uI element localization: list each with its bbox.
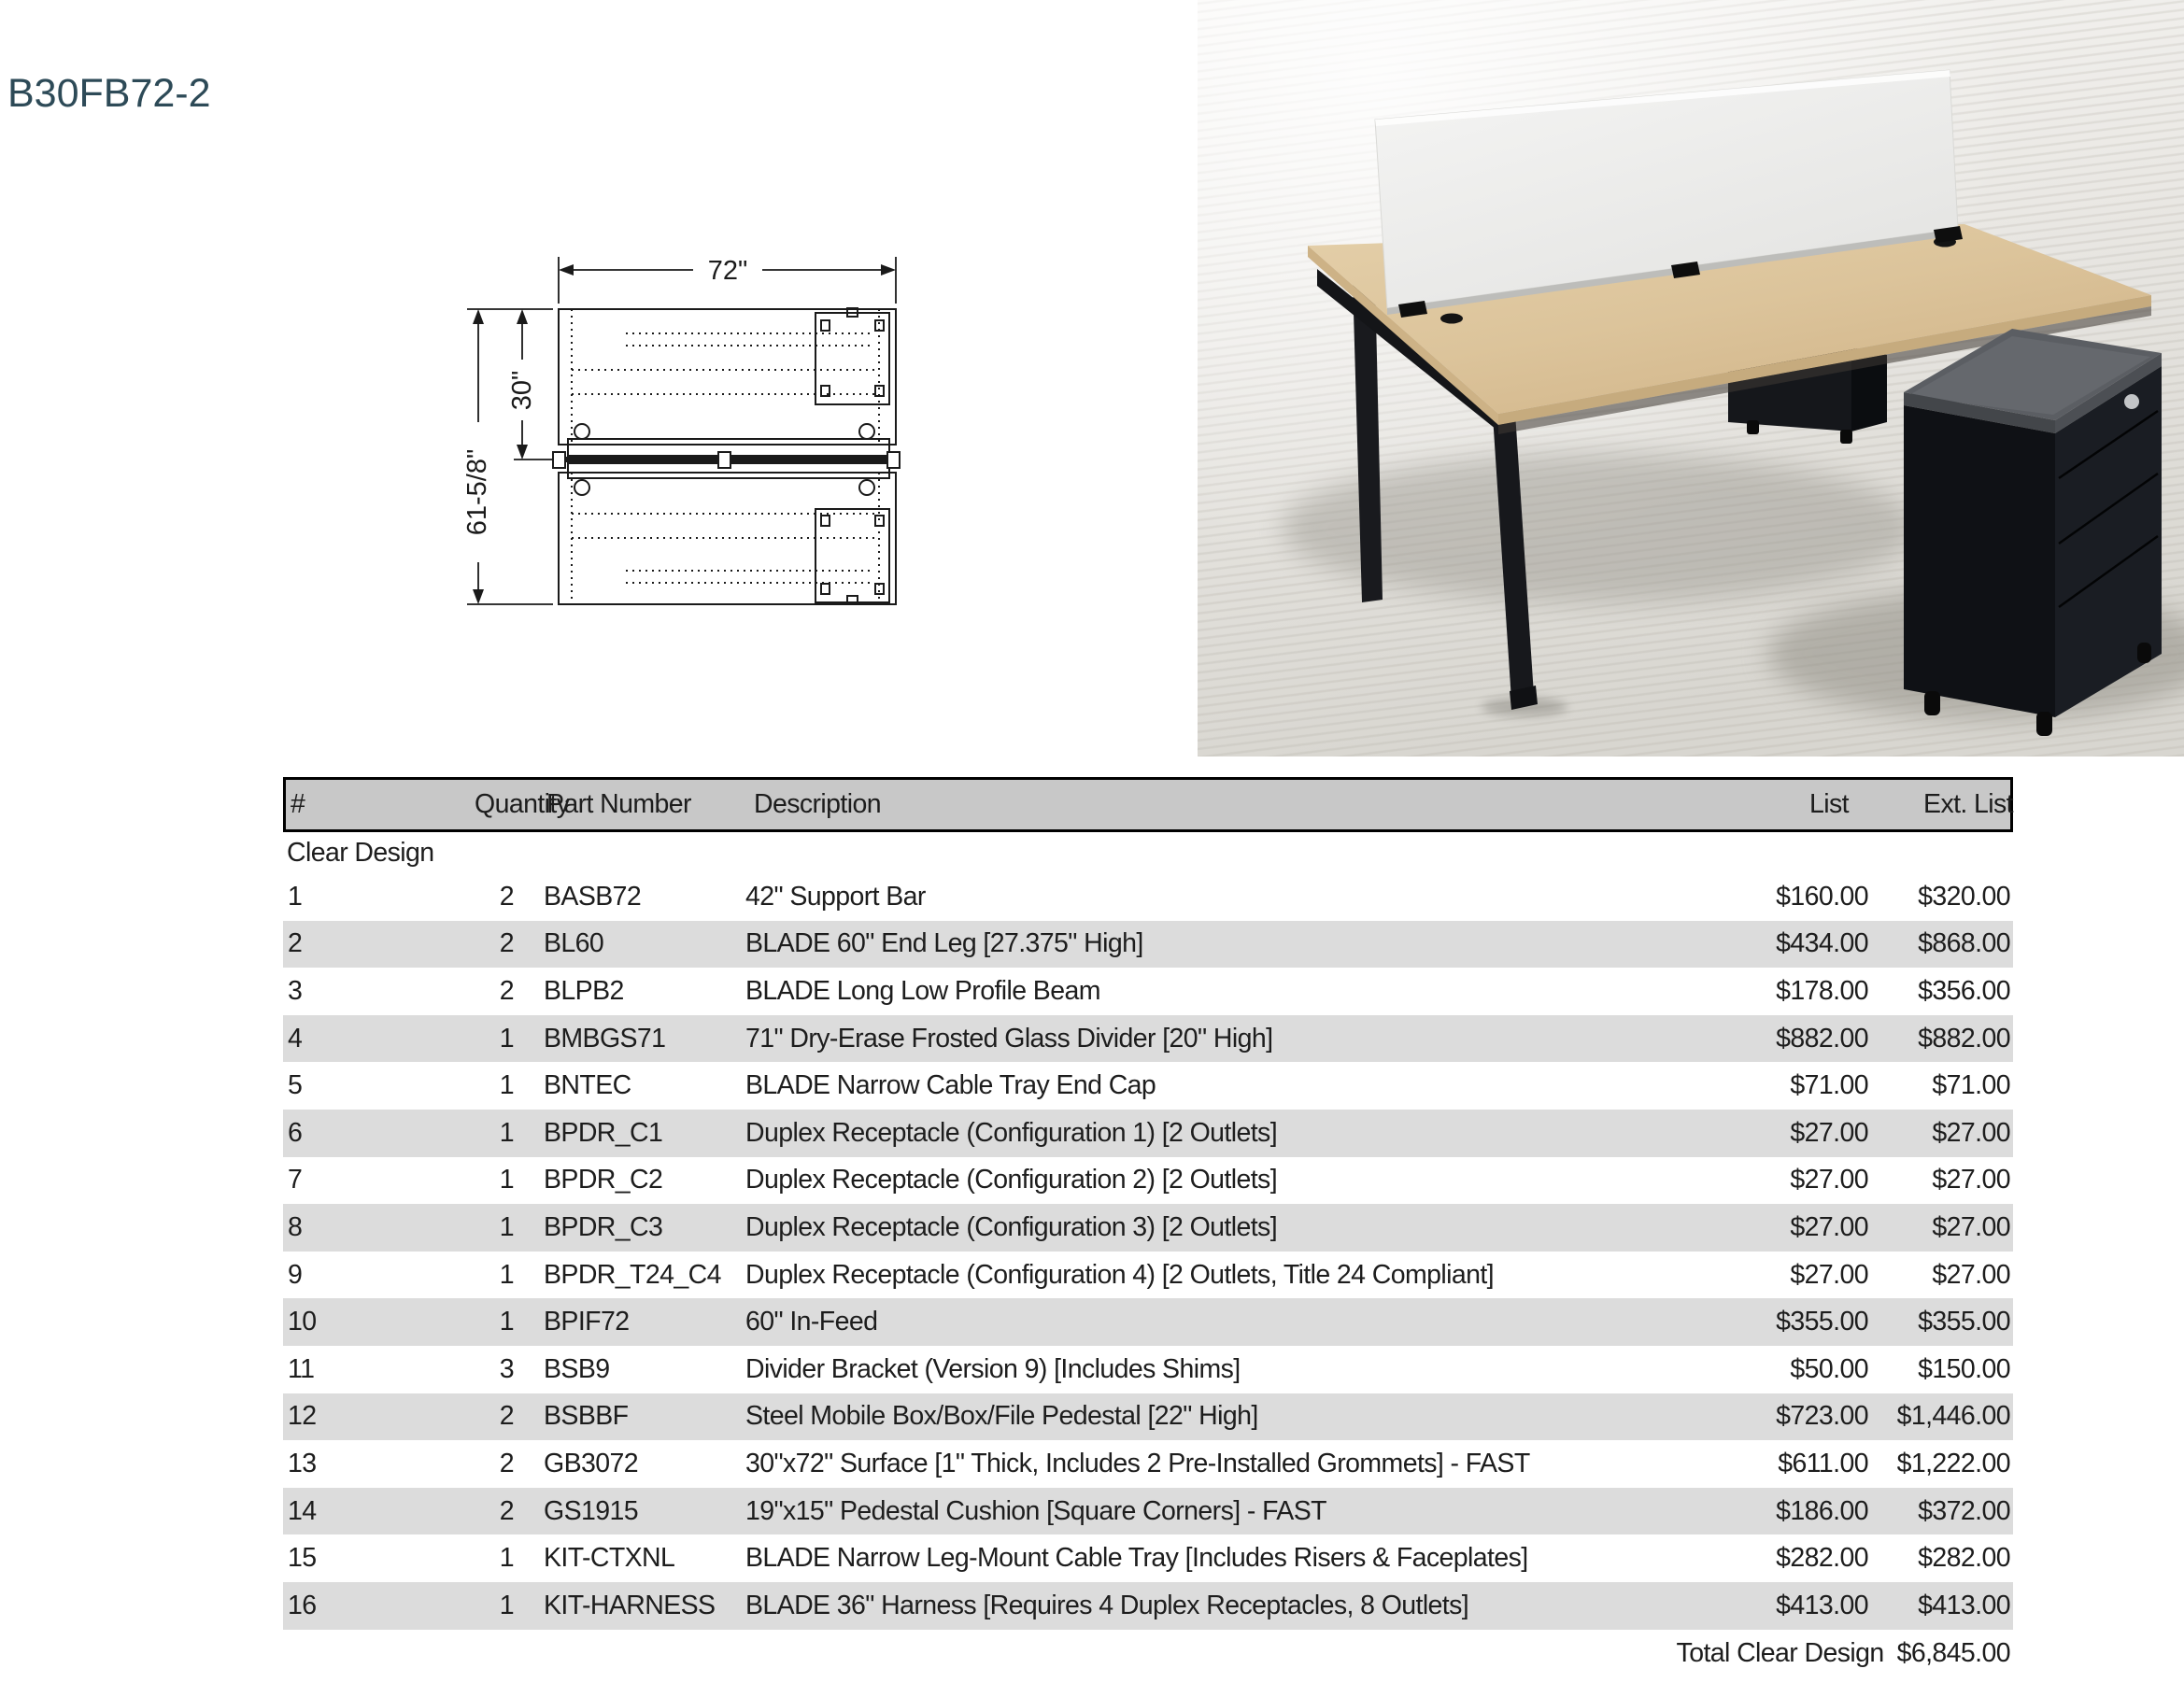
table-row: [283, 1204, 2013, 1252]
row-ext-price: $27.00: [1932, 1117, 2010, 1148]
row-number: 11: [288, 1353, 315, 1384]
parts-table: [283, 777, 2013, 1678]
row-ext-price: $282.00: [1918, 1543, 2010, 1574]
row-description: BLADE Narrow Leg-Mount Cable Tray [Includes Risers & Faceplates]: [745, 1543, 1528, 1574]
col-header-description: Description: [754, 789, 881, 819]
row-part-number: BSBBF: [544, 1401, 629, 1432]
row-ext-price: $320.00: [1918, 881, 2010, 912]
row-part-number: BASB72: [544, 881, 642, 912]
table-header: [283, 777, 2013, 832]
col-header-list: List: [1809, 789, 1849, 819]
row-description: 42" Support Bar: [745, 881, 926, 912]
row-part-number: BPIF72: [544, 1307, 630, 1337]
row-description: Duplex Receptacle (Configuration 2) [2 Outlets]: [745, 1165, 1278, 1195]
row-part-number: BL60: [544, 928, 604, 959]
desk-grommet-left: [1440, 314, 1463, 324]
row-list-price: $27.00: [1790, 1165, 1868, 1195]
row-number: 14: [288, 1495, 317, 1526]
row-list-price: $611.00: [1778, 1448, 1868, 1478]
row-list-price: $160.00: [1776, 881, 1868, 912]
table-row: [283, 1488, 2013, 1535]
row-part-number: BPDR_C2: [544, 1165, 663, 1195]
row-part-number: KIT-CTXNL: [544, 1543, 675, 1574]
plan-drawing: [448, 224, 943, 644]
table-row: [283, 1534, 2013, 1582]
row-ext-price: $27.00: [1932, 1211, 2010, 1242]
row-list-price: $71.00: [1790, 1070, 1868, 1101]
row-list-price: $27.00: [1790, 1117, 1868, 1148]
row-number: 16: [288, 1590, 317, 1620]
table-body: [283, 873, 2013, 1630]
row-ext-price: $1,222.00: [1896, 1448, 2010, 1478]
row-quantity: 2: [499, 1448, 514, 1478]
row-ext-price: $1,446.00: [1896, 1401, 2010, 1432]
row-number: 13: [288, 1448, 317, 1478]
row-part-number: BLPB2: [544, 975, 624, 1006]
row-description: Duplex Receptacle (Configuration 1) [2 Outlets]: [745, 1117, 1278, 1148]
row-ext-price: $27.00: [1932, 1165, 2010, 1195]
row-quantity: 1: [499, 1307, 514, 1337]
table-row: [283, 1015, 2013, 1063]
total-value: $6,845.00: [1896, 1638, 2010, 1668]
total-row: [283, 1630, 2013, 1678]
row-quantity: 1: [499, 1070, 514, 1101]
col-header-part-number: Part Number: [546, 789, 691, 819]
row-list-price: $413.00: [1776, 1590, 1868, 1620]
row-number: 10: [288, 1307, 317, 1337]
row-part-number: KIT-HARNESS: [544, 1590, 716, 1620]
row-ext-price: $355.00: [1918, 1307, 2010, 1337]
row-quantity: 2: [499, 881, 514, 912]
col-header-ext-list: Ext. List: [1923, 789, 2013, 819]
total-label: Total Clear Design: [1676, 1638, 1884, 1668]
row-quantity: 1: [499, 1165, 514, 1195]
row-quantity: 1: [499, 1590, 514, 1620]
row-quantity: 1: [499, 1259, 514, 1290]
table-row: [283, 1346, 2013, 1393]
row-description: 19"x15" Pedestal Cushion [Square Corners] - FAST: [745, 1495, 1326, 1526]
row-ext-price: $882.00: [1918, 1023, 2010, 1054]
dim-total-depth-label: 61-5/8": [462, 448, 492, 536]
mobile-pedestal: [1904, 329, 2162, 736]
plan-dimension-arrows: [473, 264, 896, 604]
row-quantity: 3: [499, 1353, 514, 1384]
row-list-price: $178.00: [1776, 975, 1868, 1006]
row-number: 4: [288, 1023, 303, 1054]
row-description: Steel Mobile Box/Box/File Pedestal [22" High]: [745, 1401, 1258, 1432]
row-number: 1: [288, 881, 303, 912]
product-photo: [1198, 0, 2184, 757]
table-row: [283, 921, 2013, 969]
row-number: 3: [288, 975, 303, 1006]
table-row: [283, 1062, 2013, 1110]
row-number: 12: [288, 1401, 317, 1432]
row-description: Divider Bracket (Version 9) [Includes Shims]: [745, 1353, 1241, 1384]
row-number: 8: [288, 1211, 303, 1242]
table-row: [283, 873, 2013, 921]
row-list-price: $27.00: [1790, 1211, 1868, 1242]
row-description: BLADE 36" Harness [Requires 4 Duplex Receptacles, 8 Outlets]: [745, 1590, 1469, 1620]
row-ext-price: $150.00: [1918, 1353, 2010, 1384]
row-quantity: 2: [499, 975, 514, 1006]
row-description: BLADE 60" End Leg [27.375" High]: [745, 928, 1143, 959]
table-row: [283, 1440, 2013, 1488]
row-part-number: BPDR_C1: [544, 1117, 663, 1148]
row-number: 5: [288, 1070, 303, 1101]
row-ext-price: $27.00: [1932, 1259, 2010, 1290]
row-ext-price: $413.00: [1918, 1590, 2010, 1620]
row-quantity: 2: [499, 928, 514, 959]
row-description: 60" In-Feed: [745, 1307, 878, 1337]
row-ext-price: $868.00: [1918, 928, 2010, 959]
row-quantity: 1: [499, 1211, 514, 1242]
row-description: 71" Dry-Erase Frosted Glass Divider [20" High]: [745, 1023, 1273, 1054]
dim-depth-label: 30": [507, 370, 537, 411]
pedestal-lock: [2124, 394, 2139, 409]
row-list-price: $282.00: [1776, 1543, 1868, 1574]
row-ext-price: $356.00: [1918, 975, 2010, 1006]
row-list-price: $50.00: [1790, 1353, 1868, 1384]
table-row: [283, 1298, 2013, 1346]
row-quantity: 2: [499, 1401, 514, 1432]
row-part-number: BNTEC: [544, 1070, 631, 1101]
row-description: BLADE Narrow Cable Tray End Cap: [745, 1070, 1156, 1101]
table-row: [283, 1157, 2013, 1205]
row-list-price: $355.00: [1776, 1307, 1868, 1337]
table-row: [283, 1110, 2013, 1157]
row-number: 6: [288, 1117, 303, 1148]
row-number: 7: [288, 1165, 303, 1195]
table-row: [283, 1393, 2013, 1441]
row-description: BLADE Long Low Profile Beam: [745, 975, 1100, 1006]
row-list-price: $434.00: [1776, 928, 1868, 959]
row-part-number: BMBGS71: [544, 1023, 666, 1054]
col-header-num: #: [291, 789, 305, 819]
table-row: [283, 1582, 2013, 1630]
row-part-number: GS1915: [544, 1495, 638, 1526]
row-list-price: $882.00: [1776, 1023, 1868, 1054]
row-number: 9: [288, 1259, 303, 1290]
group-row: [283, 832, 2013, 873]
row-description: Duplex Receptacle (Configuration 3) [2 Outlets]: [745, 1211, 1278, 1242]
row-ext-price: $71.00: [1932, 1070, 2010, 1101]
row-number: 15: [288, 1543, 317, 1574]
row-list-price: $186.00: [1776, 1495, 1868, 1526]
row-description: Duplex Receptacle (Configuration 4) [2 Outlets, Title 24 Compliant]: [745, 1259, 1494, 1290]
group-label: Clear Design: [287, 837, 434, 868]
col-header-quantity: Quantity: [475, 789, 570, 819]
row-description: 30"x72" Surface [1" Thick, Includes 2 Pre-Installed Grommets] - FAST: [745, 1448, 1530, 1478]
row-quantity: 1: [499, 1117, 514, 1148]
row-number: 2: [288, 928, 303, 959]
row-list-price: $27.00: [1790, 1259, 1868, 1290]
row-ext-price: $372.00: [1918, 1495, 2010, 1526]
row-part-number: BPDR_C3: [544, 1211, 663, 1242]
row-quantity: 1: [499, 1543, 514, 1574]
row-part-number: BPDR_T24_C4: [544, 1259, 721, 1290]
table-row: [283, 1252, 2013, 1299]
row-part-number: GB3072: [544, 1448, 638, 1478]
row-list-price: $723.00: [1776, 1401, 1868, 1432]
row-part-number: BSB9: [544, 1353, 610, 1384]
row-quantity: 1: [499, 1023, 514, 1054]
dim-width-label: 72": [707, 256, 748, 286]
page-title: B30FB72-2: [7, 71, 211, 116]
row-quantity: 2: [499, 1495, 514, 1526]
table-row: [283, 968, 2013, 1015]
